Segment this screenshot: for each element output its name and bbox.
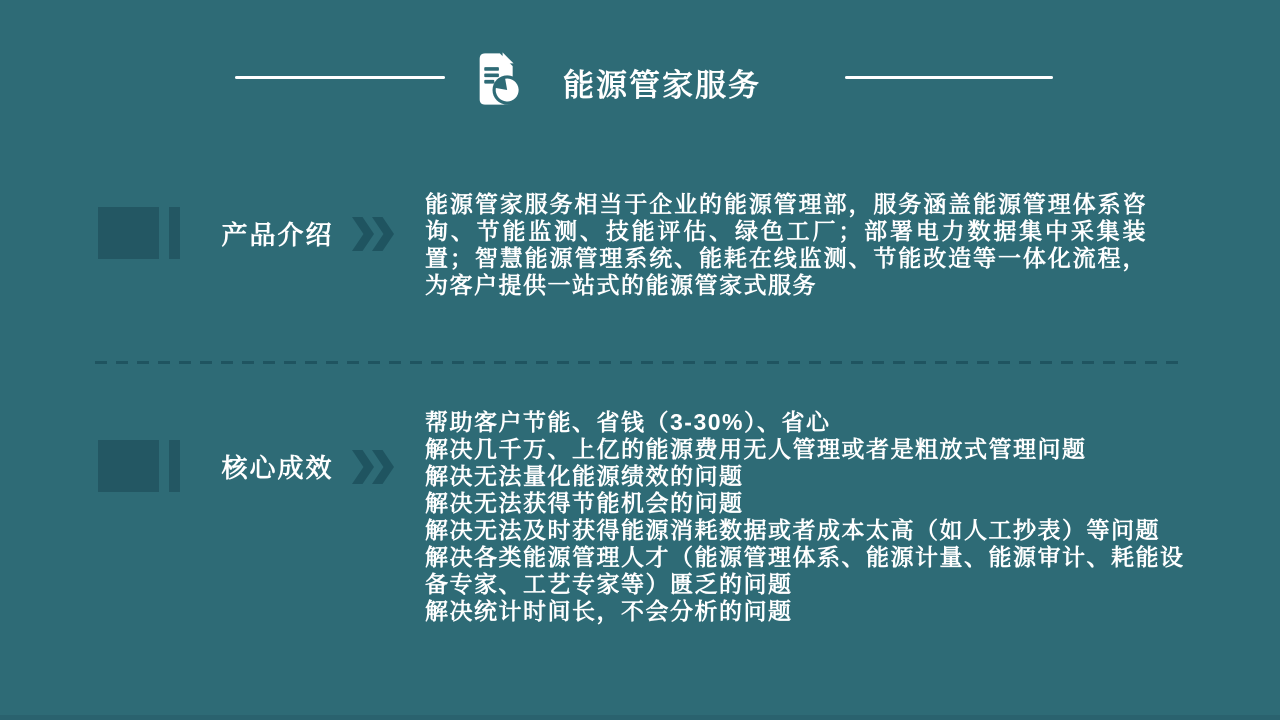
section-label-product-intro: 产品介绍 — [221, 219, 334, 250]
section-marker-square — [98, 440, 159, 492]
double-chevron-icon — [352, 217, 396, 251]
chevron-right-icon — [372, 217, 394, 251]
bottom-strip — [0, 715, 1280, 720]
result-item: 解决无法量化能源绩效的问题 — [425, 463, 744, 489]
section-marker-bar — [169, 207, 180, 259]
slide-title: 能源管家服务 — [563, 68, 761, 103]
header-left-line — [235, 76, 445, 79]
result-item: 解决统计时间长，不会分析的问题 — [425, 598, 793, 624]
result-item: 解决无法获得节能机会的问题 — [425, 490, 744, 516]
chevron-right-icon — [372, 450, 394, 484]
section-label-core-results: 核心成效 — [221, 452, 334, 483]
result-item: 帮助客户节能、省钱（3-30%）、省心 — [425, 409, 831, 435]
chevron-right-icon — [352, 450, 374, 484]
section-marker-bar — [169, 440, 180, 492]
document-chart-icon — [476, 50, 520, 108]
dashed-divider — [95, 361, 1185, 364]
double-chevron-icon — [352, 450, 396, 484]
core-results-list — [425, 409, 1193, 625]
header-right-line — [845, 76, 1053, 79]
product-intro-text: 能源管家服务相当于企业的能源管理部，服务涵盖能源管理体系咨询、节能监测、技能评估、绿色工厂；部署电力数据集中采集装置；智慧能源管理系统、能耗在线监测、节能改造等一体化流程，为客户提供一站式的能源管家式服务 — [425, 191, 1147, 298]
section-marker-square — [98, 207, 159, 259]
result-item: 解决无法及时获得能源消耗数据或者成本太高（如人工抄表）等问题 — [425, 517, 1160, 543]
result-item: 解决几千万、上亿的能源费用无人管理或者是粗放式管理问题 — [425, 436, 1087, 462]
chevron-right-icon — [352, 217, 374, 251]
result-item: 解决各类能源管理人才（能源管理体系、能源计量、能源审计、耗能设备专家、工艺专家等）匮乏的问题 — [425, 544, 1185, 597]
